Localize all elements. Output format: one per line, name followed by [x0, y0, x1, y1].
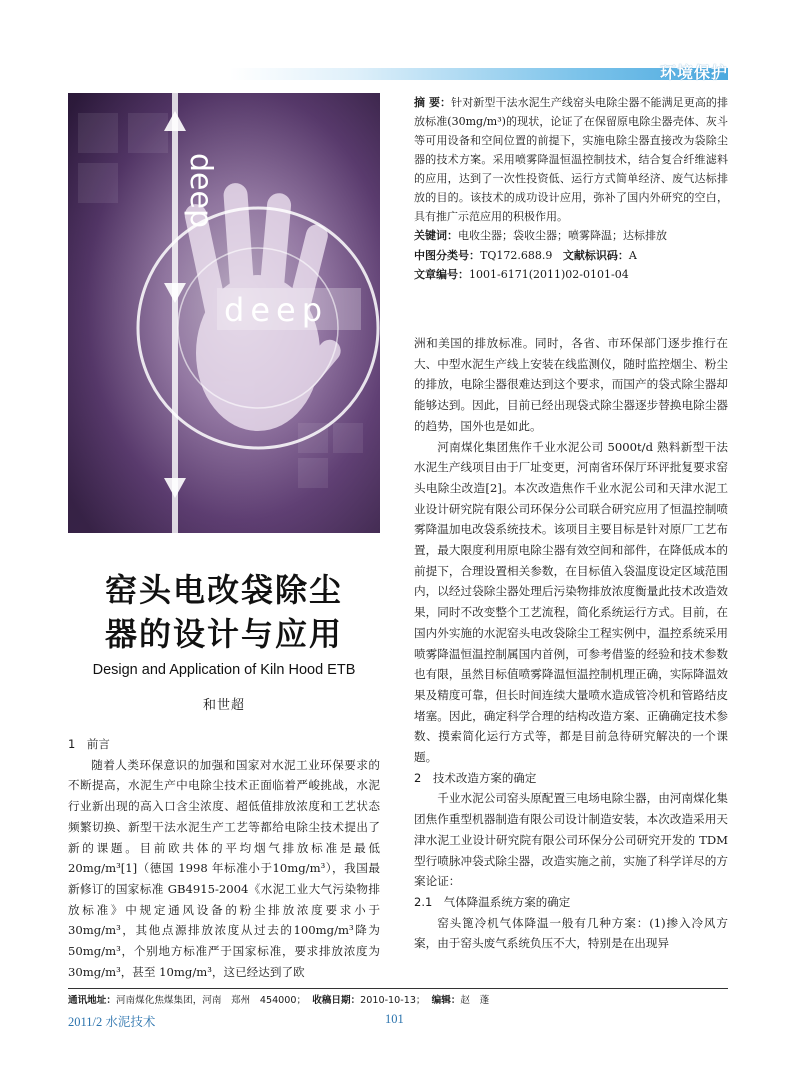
page-number: 101 — [385, 1012, 404, 1026]
vertical-keyword: deep — [183, 153, 218, 228]
paragraph: 窑头篦冷机气体降温一般有几种方案：(1)掺入冷风方案，由于窑头废气系统负压不大，特别是在出现异 — [414, 915, 728, 951]
section-heading-2-1: 2.1 气体降温系统方案的确定 — [414, 894, 571, 909]
abstract-text: 针对新型干法水泥生产线窑头电除尘器不能满足更高的排放标准(30mg/m³)的现状，论证了在保留原电除尘器壳体、灰斗等可用设备和空间位置的前提下，实施电除尘器直接改为袋除尘器的技术方案。采用喷雾降温恒温控制技术，结合复合纤维滤料的应用，达到了一次性投资低、运行方式简单经济、废气达标排放的目的。该技术的成功设计应用，弥补了国内外研究的空白，具有推广示范应用的积极作用。 — [414, 96, 728, 223]
doc-label: 文献标识码： — [562, 248, 629, 262]
article-no-value: 1001-6171(2011)02-0101-04 — [469, 268, 629, 281]
author: 和世超 — [202, 698, 245, 713]
cover-image — [68, 93, 380, 533]
hand-illustration — [68, 93, 380, 533]
article-no-label: 文章编号： — [414, 268, 469, 281]
address: 河南煤化焦煤集团，河南 郑州 454000； — [115, 995, 307, 1006]
received-date: 2010-10-13； — [360, 995, 426, 1006]
right-column — [414, 333, 728, 954]
title-cn-line1: 窑头电改袋除尘 — [104, 571, 343, 609]
doc-value: A — [628, 248, 637, 262]
cls-label: 中图分类号： — [414, 248, 480, 262]
paragraph: 洲和美国的排放标准。同时，各省、市环保部门逐步推行在大、中型水泥生产线上安装在线监测仪，随时监控烟尘、粉尘的排放，电除尘器很难达到这个要求，而国产的袋式除尘器却能够达到。因此，目前已经出现袋式除尘器逐步替换电除尘器的趋势，国外也是如此。 — [414, 336, 728, 433]
journal-issue: 2011/2 水泥技术 — [68, 1015, 156, 1029]
keywords-line — [414, 226, 728, 246]
left-column — [68, 734, 380, 982]
section-tag: 环境保护 — [659, 63, 728, 82]
keywords-label: 关键词： — [414, 229, 458, 242]
editor-label: 编辑： — [431, 995, 461, 1006]
received-label: 收稿日期： — [312, 995, 361, 1006]
keywords-text: 电收尘器；袋收尘器；喷雾降温；达标排放 — [458, 229, 667, 242]
address-label: 通讯地址： — [68, 995, 116, 1006]
title-en: Design and Application of Kiln Hood ETB — [92, 662, 356, 678]
cls-value: TQ172.688.9 — [480, 248, 553, 262]
abstract-label: 摘 要： — [414, 96, 452, 109]
classification-line — [414, 246, 728, 266]
article-title — [68, 568, 380, 678]
section-heading-1: 1 前言 — [68, 737, 110, 751]
article-number-line — [414, 265, 728, 285]
paragraph: 河南煤化集团焦作千业水泥公司 5000t/d 熟料新型干法水泥生产线项目由于厂址变更，河南省环保厅环评批复要求窑头电除尘改造[2]。本次改造焦作千业水泥公司和天津水泥工业设计研究院有限公司环保分公司联合研究应用了恒温控制喷雾降温加电改袋系统技术。该项目主要目标是针对原厂工艺布置，最大限度利用原电除尘器有效空间和部件，在降低成本的前提下，合理设置相关参数，在目标值入袋温度设定区域范围内，以经过袋除尘器处理后污染物排放浓度衡量此技术改造效果，同时不改变整个工艺流程，简化系统运行方式。目前，在国内外实施的水泥窑头电改袋除尘工程实例中，温控系统采用喷雾降温恒温控制属国内首例，可参考借鉴的经验和技术参数也有限，虽然目标值喷雾降温恒温控制机理正确，实际降温效果及精度可靠，但长时间连续大量喷水造成管冷机和管路结皮堵塞。因此，确定科学合理的结构改造方案、正确确定技术参数、摸索简化运行方式等，都是目前急待研究解决的一个课题。 — [414, 439, 728, 765]
abstract-block — [414, 93, 728, 285]
section-heading-2: 2 技术改造方案的确定 — [414, 770, 537, 785]
footnote — [68, 992, 728, 1006]
editor: 赵 蓬 — [460, 995, 490, 1006]
header-bar — [230, 68, 728, 80]
paragraph: 随着人类环保意识的加强和国家对水泥工业环保要求的不断提高，水泥生产中电除尘技术正面临着严峻挑战，水泥行业新出现的高入口含尘浓度、超低值排放浓度和工艺状态频繁切换、新型干法水泥生产工艺等都给电除尘技术提出了新的课题。目前欧共体的平均烟气排放标准是最低 20mg/m³[1]（德国 1998 年标准小于10mg/m³），我国最新修订的国家标准 GB4915-2004《水泥工业大气污染物排放标准》中规定通风设备的粉尘排放浓度要求小于 30mg/m³，其他点源排放浓度从过去的100mg/m³降为 50mg/m³，个别地方标准严于国家标准，要求排放浓度为 30mg/m³，甚至 10mg/m³，这已经达到了欧 — [68, 757, 380, 979]
horizontal-keyword: deep — [224, 291, 328, 329]
title-cn-line2: 器的设计与应用 — [104, 615, 343, 653]
footnote-divider — [68, 988, 728, 989]
paragraph: 千业水泥公司窑头原配置三电场电除尘器，由河南煤化集团焦作重型机器制造有限公司设计制造安装，本次改造采用天津水泥工业设计研究院有限公司环保分公司研究开发的 TDM 型行喷脉冲袋式除尘器，改造实施之前，实施了科学详尽的方案论证： — [414, 791, 728, 889]
